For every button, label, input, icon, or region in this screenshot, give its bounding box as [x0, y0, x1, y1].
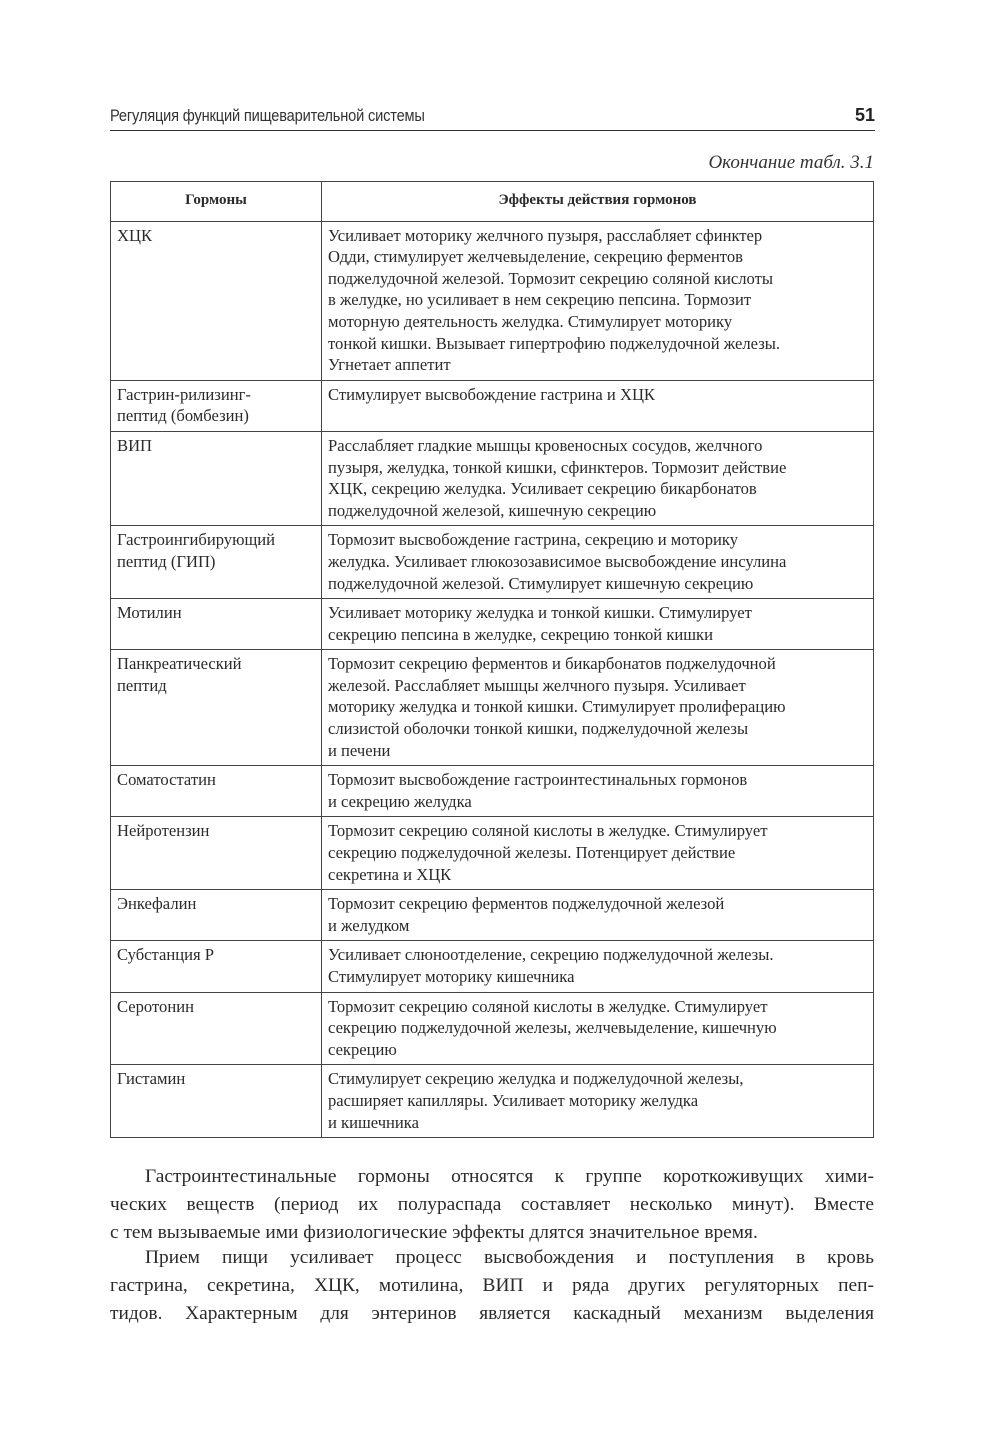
table-row — [111, 650, 874, 766]
column-header-hormones: Гормоны — [111, 182, 322, 222]
hormone-cell: ВИП — [111, 431, 322, 525]
running-title: Регуляция функций пищеварительной системы — [110, 106, 425, 125]
paragraph-line: Прием пищи усиливает процесс высвобождения и поступления в кровь — [145, 1247, 874, 1268]
hormones-table — [110, 181, 874, 1138]
effect-cell: Тормозит высвобождение гастрина, секрецию и моторику желудка. Усиливает глюкозозависимое высвобождение инсулина поджелудочной железой. Стимулирует кишечную секрецию — [322, 526, 874, 599]
effect-cell: Тормозит высвобождение гастроинтестинальных гормонов и секрецию желудка — [322, 766, 874, 817]
table-row — [111, 992, 874, 1065]
effect-cell: Усиливает моторику желудка и тонкой кишки. Стимулирует секрецию пепсина в желудке, секрецию тонкой кишки — [322, 599, 874, 650]
effect-cell: Усиливает слюноотделение, секрецию поджелудочной железы. Стимулирует моторику кишечника — [322, 941, 874, 992]
table-row — [111, 890, 874, 941]
effect-cell: Стимулирует секрецию желудка и поджелудочной железы, расширяет капилляры. Усиливает моторику желудка и кишечника — [322, 1065, 874, 1138]
paragraph-line: с тем вызываемые ими физиологические эффекты длятся значительное время. — [110, 1222, 758, 1243]
hormone-cell: ХЦК — [111, 221, 322, 380]
table-row — [111, 431, 874, 525]
hormone-cell: Соматостатин — [111, 766, 322, 817]
effect-cell: Усиливает моторику желчного пузыря, расслабляет сфинктер Одди, стимулирует желчевыделение, секрецию ферментов поджелудочной железой. Тормозит секрецию соляной кислоты в желудке, но усиливает в нем секрецию пепсина. Тормозит моторную деятельность желудка. Стимулирует моторику тонкой кишки. Вызывает гипертрофию поджелудочной железы. Угнетает аппетит — [322, 221, 874, 380]
table-row — [111, 1065, 874, 1138]
effect-cell: Стимулирует высвобождение гастрина и ХЦК — [322, 380, 874, 431]
hormone-cell: Энкефалин — [111, 890, 322, 941]
effect-cell: Тормозит секрецию ферментов и бикарбонатов поджелудочной железой. Расслабляет мышцы желчного пузыря. Усиливает моторику желудка и тонкой кишки. Стимулирует пролиферацию слизистой оболочки тонкой кишки, поджелудочной железы и печени — [322, 650, 874, 766]
hormone-cell: Субстанция Р — [111, 941, 322, 992]
page-number: 51 — [854, 105, 875, 125]
effect-cell: Тормозит секрецию ферментов поджелудочной железой и желудком — [322, 890, 874, 941]
table-row — [111, 221, 874, 380]
paragraph-line: гастрина, секретина, ХЦК, мотилина, ВИП и ряда других регуляторных пеп- — [110, 1275, 874, 1296]
paragraph-line: ческих веществ (период их полураспада составляет несколько минут). Вместе — [110, 1194, 874, 1215]
column-header-effects: Эффекты действия гормонов — [322, 182, 874, 222]
running-header — [110, 104, 875, 131]
table-row — [111, 526, 874, 599]
table-row — [111, 766, 874, 817]
table-row — [111, 380, 874, 431]
body-paragraph — [110, 1244, 874, 1328]
hormone-cell: Серотонин — [111, 992, 322, 1065]
hormone-cell: Нейротензин — [111, 817, 322, 890]
hormone-cell: Гастроингибирующий пептид (ГИП) — [111, 526, 322, 599]
body-paragraph — [110, 1163, 874, 1247]
effect-cell: Расслабляет гладкие мышцы кровеносных сосудов, желчного пузыря, желудка, тонкой кишки, сфинктеров. Тормозит действие ХЦК, секрецию желудка. Усиливает секрецию бикарбонатов поджелудочной железой, кишечную секрецию — [322, 431, 874, 525]
table-caption: Окончание табл. 3.1 — [708, 152, 874, 173]
hormone-cell: Гистамин — [111, 1065, 322, 1138]
hormone-cell: Панкреатический пептид — [111, 650, 322, 766]
effect-cell: Тормозит секрецию соляной кислоты в желудке. Стимулирует секрецию поджелудочной железы, желчевыделение, кишечную секрецию — [322, 992, 874, 1065]
table-row — [111, 817, 874, 890]
table-row — [111, 941, 874, 992]
effect-cell: Тормозит секрецию соляной кислоты в желудке. Стимулирует секрецию поджелудочной железы. Потенцирует действие секретина и ХЦК — [322, 817, 874, 890]
paragraph-line: тидов. Характерным для энтеринов является каскадный механизм выделения — [110, 1303, 874, 1324]
paragraph-line: Гастроинтестинальные гормоны относятся к группе короткоживущих хими- — [145, 1166, 874, 1187]
table-header-row — [111, 182, 874, 222]
hormone-cell: Гастрин-рилизинг- пептид (бомбезин) — [111, 380, 322, 431]
hormone-cell: Мотилин — [111, 599, 322, 650]
table-row — [111, 599, 874, 650]
